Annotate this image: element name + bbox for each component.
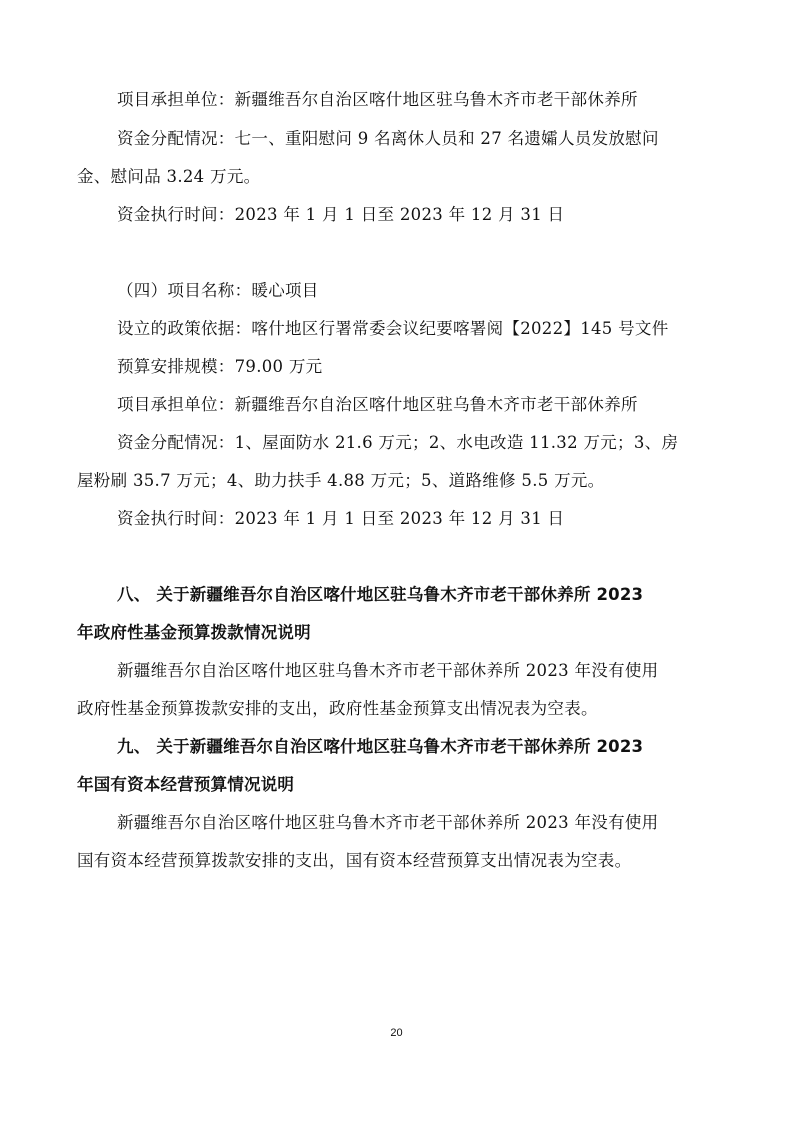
section8-body-line1: 新疆维吾尔自治区喀什地区驻乌鲁木齐市老干部休养所 2023 年没有使用 — [117, 661, 659, 680]
project4-name: （四）项目名称：暖心项目 — [117, 281, 319, 300]
section9-body-line2: 国有资本经营预算拨款安排的支出，国有资本经营预算支出情况表为空表。 — [77, 851, 632, 870]
project4-allocation-line1: 资金分配情况：1、屋面防水 21.6 万元；2、水电改造 11.32 万元；3、房 — [117, 433, 679, 452]
section9-body-line1: 新疆维吾尔自治区喀什地区驻乌鲁木齐市老干部休养所 2023 年没有使用 — [117, 813, 659, 832]
project4-allocation-line2: 屋粉刷 35.7 万元；4、助力扶手 4.88 万元；5、道路维修 5.5 万元。 — [77, 471, 605, 490]
project3-allocation-line2: 金、慰问品 3.24 万元。 — [77, 167, 261, 186]
section8-body-line2: 政府性基金预算拨款安排的支出，政府性基金预算支出情况表为空表。 — [77, 699, 598, 718]
project4-policy-basis: 设立的政策依据：喀什地区行署常委会议纪要喀署阅【2022】145 号文件 — [117, 319, 669, 338]
section9-heading-line1: 九、 关于新疆维吾尔自治区喀什地区驻乌鲁木齐市老干部休养所 2023 — [117, 737, 644, 756]
page-number: 20 — [390, 1027, 403, 1039]
project4-budget-scale: 预算安排规模：79.00 万元 — [117, 357, 323, 376]
project3-allocation-line1: 资金分配情况：七一、重阳慰问 9 名离休人员和 27 名遗孀人员发放慰问 — [117, 129, 659, 148]
project4-execution-time: 资金执行时间：2023 年 1 月 1 日至 2023 年 12 月 31 日 — [117, 509, 565, 528]
project4-unit: 项目承担单位：新疆维吾尔自治区喀什地区驻乌鲁木齐市老干部休养所 — [117, 395, 638, 414]
project3-unit: 项目承担单位：新疆维吾尔自治区喀什地区驻乌鲁木齐市老干部休养所 — [117, 90, 638, 109]
section8-heading-line2: 年政府性基金预算拨款情况说明 — [77, 623, 311, 642]
section9-heading-line2: 年国有资本经营预算情况说明 — [77, 775, 295, 794]
project3-execution-time: 资金执行时间：2023 年 1 月 1 日至 2023 年 12 月 31 日 — [117, 205, 565, 224]
section8-heading-line1: 八、 关于新疆维吾尔自治区喀什地区驻乌鲁木齐市老干部休养所 2023 — [117, 585, 644, 604]
